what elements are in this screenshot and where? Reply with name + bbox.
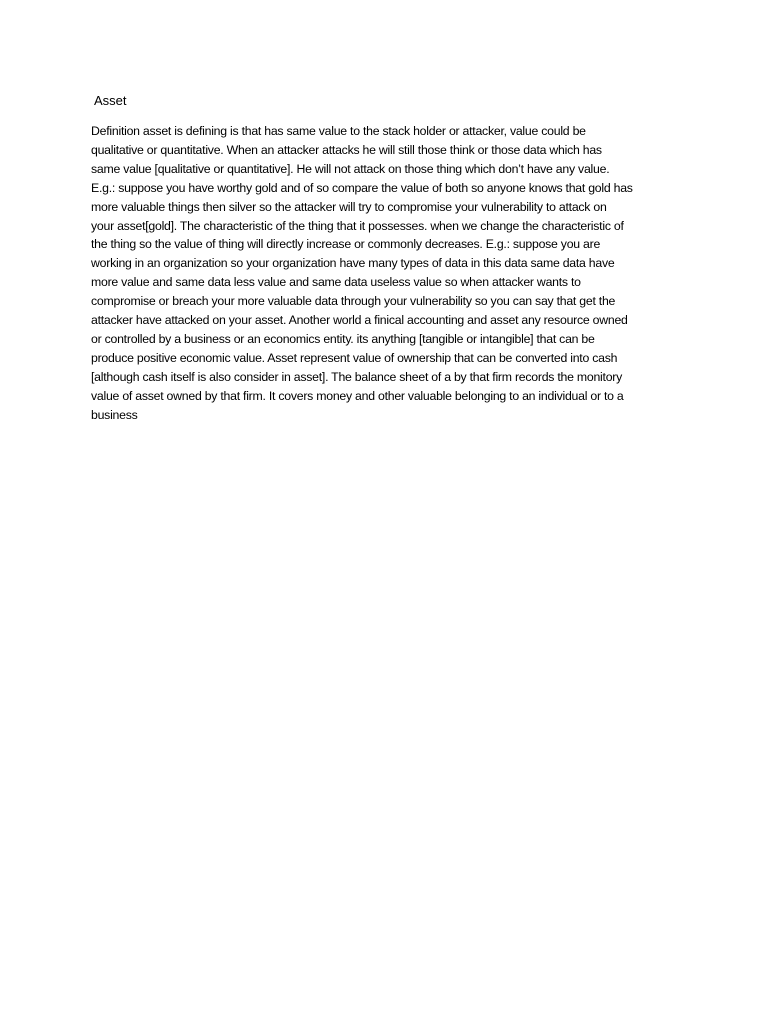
body-line: or controlled by a business or an economics entity. its anything [tangible or intangible] that can be (91, 331, 595, 346)
document-body (91, 122, 651, 425)
body-line: produce positive economic value. Asset represent value of ownership that can be converted into cash (91, 350, 618, 365)
body-line: working in an organization so your organization have many types of data in this data same data have (91, 256, 615, 271)
body-line: compromise or breach your more valuable data through your vulnerability so you can say that get the (91, 294, 616, 309)
body-line: more value and same data less value and same data useless value so when attacker wants to (91, 275, 581, 290)
body-line: qualitative or quantitative. When an attacker attacks he will still those think or those data which has (91, 142, 602, 157)
body-line: your asset[gold]. The characteristic of the thing that it possesses. when we change the characteristic of (91, 218, 624, 233)
body-line: more valuable things then silver so the attacker will try to compromise your vulnerability to attack on (91, 199, 607, 214)
body-line: value of asset owned by that firm. It covers money and other valuable belonging to an individual or to a (91, 388, 624, 403)
body-line: attacker have attacked on your asset. Another world a finical accounting and asset any resource owned (91, 313, 628, 328)
body-line: E.g.: suppose you have worthy gold and of so compare the value of both so anyone knows that gold has (91, 180, 633, 195)
body-line: the thing so the value of thing will directly increase or commonly decreases. E.g.: suppose you are (91, 237, 601, 252)
body-line: business (91, 407, 138, 422)
body-line: same value [qualitative or quantitative]. He will not attack on those thing which don’t have any value. (91, 161, 610, 176)
document-heading: Asset (94, 93, 127, 108)
body-line: [although cash itself is also consider in asset]. The balance sheet of a by that firm records the monitory (91, 369, 623, 384)
body-line: Definition asset is defining is that has same value to the stack holder or attacker, value could be (91, 124, 586, 138)
